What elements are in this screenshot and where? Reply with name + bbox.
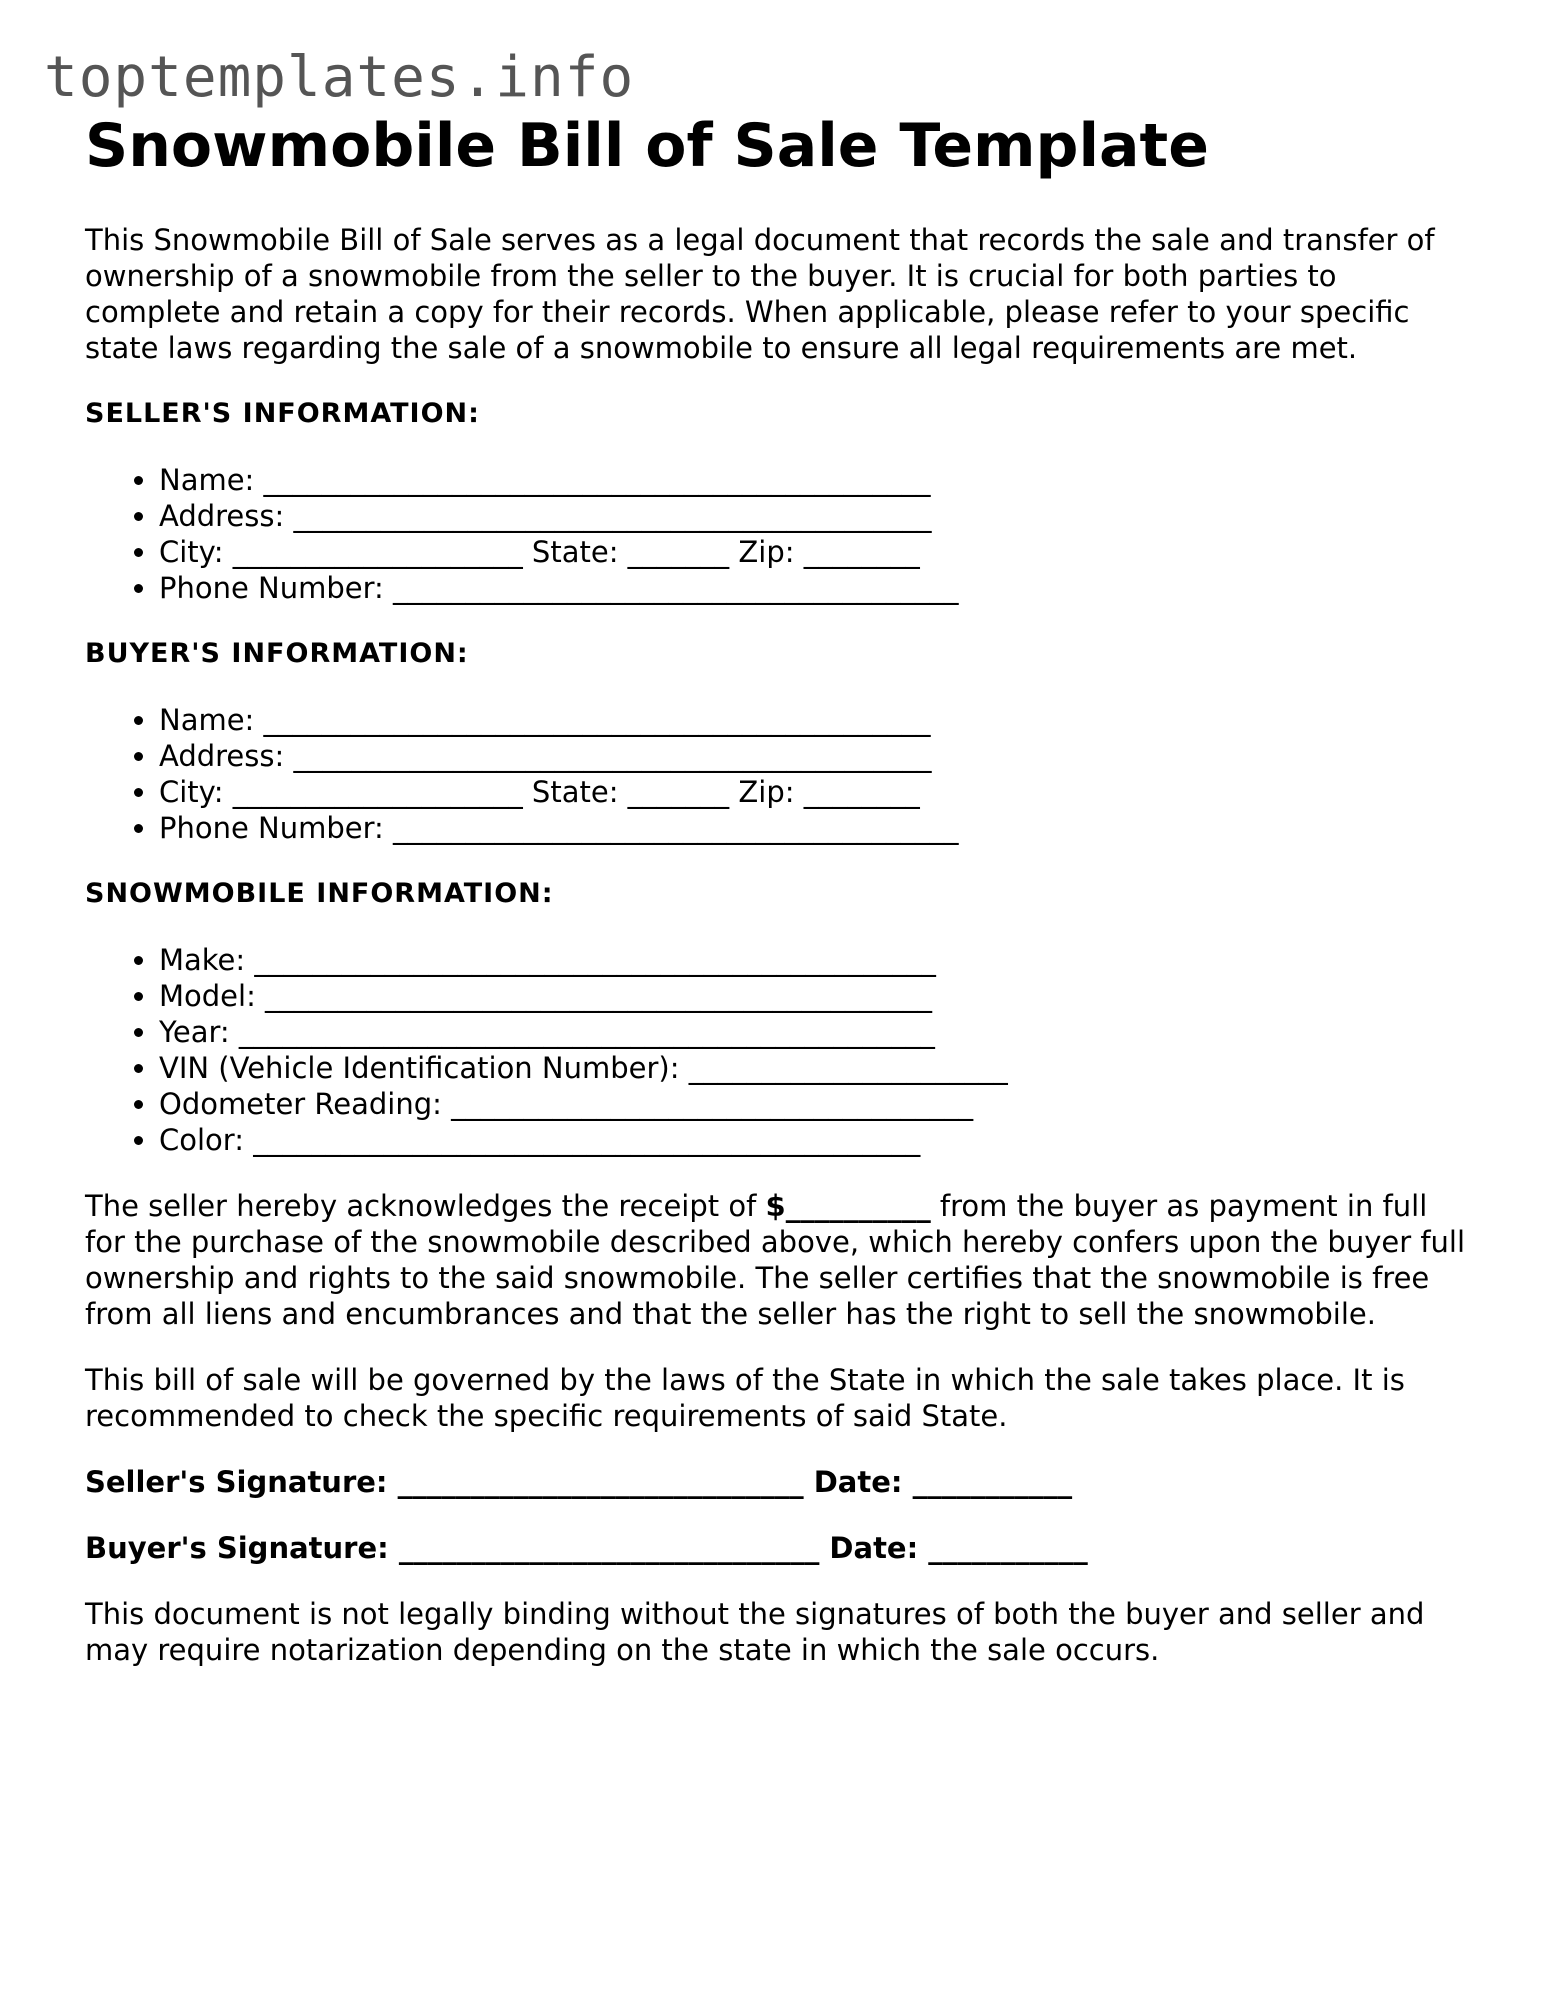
seller-address-field: • Address: ____________________________________________ [159, 498, 1475, 534]
payment-text-after: from the buyer as payment in full for the purchase of the snowmobile described above, which hereby confers upon the buyer full ownership and rights to the said snowmobile. The seller certifies that the snowmobile is free from all liens and encumbrances and that the seller has the right to sell the snowmobile. [85, 1189, 1466, 1331]
snowmobile-heading: SNOWMOBILE INFORMATION: [85, 878, 554, 909]
snowmobile-vin-field: • VIN (Vehicle Identification Number): ______________________ [159, 1050, 1475, 1086]
intro-paragraph: This Snowmobile Bill of Sale serves as a legal document that records the sale and transfer of ownership of a snowmobile from the seller to the buyer. It is crucial for both parties to complete and retain a copy for their records. When applicable, please refer to your specific state laws regarding the sale of a snowmobile to ensure all legal requirements are met. [85, 223, 1435, 365]
buyer-city-state-zip-field: • City: ____________________ State: _______ Zip: ________ [159, 774, 1475, 810]
payment-amount-field: $__________ [765, 1189, 931, 1223]
page-title: Snowmobile Bill of Sale Template [85, 111, 1209, 181]
snowmobile-year-field: • Year: ________________________________________________ [159, 1014, 1475, 1050]
governing-law-paragraph: This bill of sale will be governed by the laws of the State in which the sale takes place. It is recommended to check the specific requirements of said State. [85, 1363, 1405, 1433]
payment-paragraph [85, 1188, 1475, 1332]
buyer-address-field: • Address: ____________________________________________ [159, 738, 1475, 774]
disclaimer-paragraph: This document is not legally binding without the signatures of both the buyer and seller and may require notarization depending on the state in which the sale occurs. [85, 1597, 1425, 1667]
seller-info-list [85, 462, 1475, 606]
buyer-name-field: • Name: ______________________________________________ [159, 702, 1475, 738]
buyer-info-list [85, 702, 1475, 846]
payment-text-before: The seller hereby acknowledges the receipt of [85, 1189, 766, 1223]
snowmobile-info-list [85, 942, 1475, 1158]
seller-city-state-zip-field: • City: ____________________ State: _______ Zip: ________ [159, 534, 1475, 570]
seller-name-field: • Name: ______________________________________________ [159, 462, 1475, 498]
document-page [85, 108, 1475, 1668]
watermark-text: toptemplates.info [44, 45, 635, 110]
snowmobile-model-field: • Model: ______________________________________________ [159, 978, 1475, 1014]
buyer-heading: BUYER'S INFORMATION: [85, 638, 469, 669]
snowmobile-color-field: • Color: ______________________________________________ [159, 1122, 1475, 1158]
buyer-signature-line: Buyer's Signature: _____________________________ Date: ___________ [85, 1531, 1088, 1565]
buyer-phone-field: • Phone Number: _______________________________________ [159, 810, 1475, 846]
snowmobile-odometer-field: • Odometer Reading: ____________________________________ [159, 1086, 1475, 1122]
seller-heading: SELLER'S INFORMATION: [85, 398, 480, 429]
seller-signature-line: Seller's Signature: ____________________________ Date: ___________ [85, 1465, 1073, 1499]
seller-phone-field: • Phone Number: _______________________________________ [159, 570, 1475, 606]
snowmobile-make-field: • Make: _______________________________________________ [159, 942, 1475, 978]
